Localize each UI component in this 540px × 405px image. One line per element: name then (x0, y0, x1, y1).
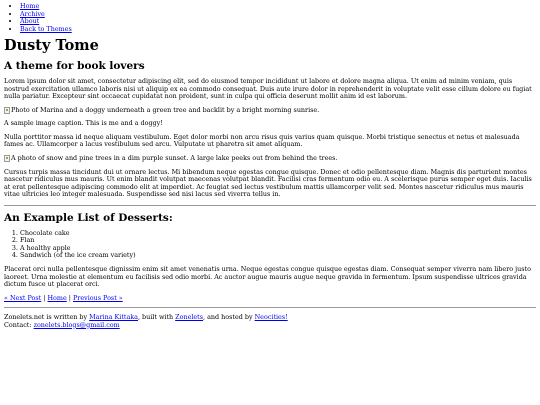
image-caption: A sample image caption. This is me and a doggy! (4, 119, 163, 128)
nav-item-back-to-themes (20, 26, 536, 34)
nav-link-archive[interactable]: Archive (20, 9, 45, 18)
author-link[interactable]: Marina Kittaka (89, 313, 138, 322)
divider (4, 205, 536, 206)
footer-text: Zonelets.net is written by (4, 313, 90, 322)
previous-post-link[interactable]: Previous Post » (72, 293, 123, 302)
broken-image-icon (4, 155, 10, 162)
paragraph-2: Nulla porttitor massa id neque aliquam vestibulum. Eget dolor morbi non arcu risus quis varius quam quisque. Morbi tristique senectus et netus et malesuada fames ac. Ullamcorper a lacus vestibulum sed arcu. Vulputate ut pharetra sit amet aliquam. (4, 132, 520, 149)
zonelets-link[interactable]: Zonelets (175, 313, 204, 322)
next-post-link[interactable]: « Next Post (4, 293, 42, 302)
list-heading: An Example List of Desserts: (4, 211, 173, 224)
image-alt-text: A photo of snow and pine trees in a dim purple sunset. A large lake peeks out from behind the trees. (11, 154, 338, 163)
desserts-list (20, 230, 536, 260)
footer-contact (4, 322, 536, 330)
nav-link-about[interactable]: About (20, 17, 40, 26)
email-link[interactable]: zonelets.blogs@gmail.com (33, 320, 120, 329)
nav-item-home (20, 3, 536, 11)
broken-image-icon (4, 107, 10, 114)
site-title: Dusty Tome (4, 37, 99, 55)
contact-label: Contact: (4, 320, 34, 329)
nav-item-about (20, 18, 536, 26)
image-snow-pines (4, 155, 536, 163)
paragraph-intro: Lorem ipsum dolor sit amet, consectetur adipiscing elit, sed do eiusmod tempor incididunt ut labore et dolore magna aliqua. Ut enim ad minim veniam, quis nostrud exercitation ullamco laboris nisi ut aliquip ex ea commodo consequat. Duis aute irure dolor in reprehenderit in voluptate velit esse cillum dolore eu fugiat nulla pariatur. Excepteur sint occaecat cupidatat non proident, sunt in culpa qui officia deserunt mollit anim id est laborum. (4, 77, 532, 101)
nav-item-archive (20, 11, 536, 19)
list-item: 1. Chocolate cake (20, 230, 536, 238)
footer-text: , built with (137, 313, 176, 322)
post-navigation (4, 295, 536, 303)
separator: | (66, 293, 73, 302)
list-item: 4. Sandwich (of the ice cream variety) (20, 252, 536, 260)
nav-link-back-to-themes[interactable]: Back to Themes (20, 24, 72, 33)
neocities-link[interactable]: Neocities! (254, 313, 288, 322)
divider (4, 307, 536, 308)
nav-link-home[interactable]: Home (20, 2, 40, 10)
list-item: 2. Flan (20, 237, 536, 245)
footer (4, 314, 536, 329)
footer-text: , and hosted by (203, 313, 255, 322)
top-nav (20, 3, 536, 33)
paragraph-3: Cursus turpis massa tincidunt dui ut ornare lectus. Mi bibendum neque egestas congue quisque. Donec et odio pellentesque diam. Magnis dis parturient montes nascetur ridiculus mus mauris. Ut enim blandit volutpat maecenas volutpat blandit. Facilisi cras fermentum odio eu. A scelerisque purus semper eget duis. Iaculis at erat pellentesque adipiscing commodo elit at imperdiet. Ac feugiat sed lectus vestibulum mattis ullamcorper velit sed. Montes nascetur ridiculus mus mauris vitae ultricies leo integer malesuada. Suspendisse sed nisi lacus sed viverra tellus in. (4, 167, 532, 199)
home-link[interactable]: Home (47, 293, 67, 302)
image-alt-text: Photo of Marina and a doggy underneath a green tree and backlit by a bright morning sunrise. (11, 105, 320, 114)
site-subtitle: A theme for book lovers (4, 60, 145, 73)
paragraph-4: Placerat orci nulla pellentesque dignissim enim sit amet venenatis urna. Neque egestas congue quisque egestas diam. Consequat semper viverra nam libero justo laoreet. Urna molestie at elementum eu facilisis sed odio morbi. Ac auctor augue mauris augue neque gravida in fermentum. Ipsum suspendisse ultrices gravida dictum fusce ut placerat orci. (4, 265, 531, 289)
list-item: 3. A healthy apple (20, 245, 536, 253)
separator: | (41, 293, 48, 302)
image-marina-doggy (4, 107, 536, 115)
